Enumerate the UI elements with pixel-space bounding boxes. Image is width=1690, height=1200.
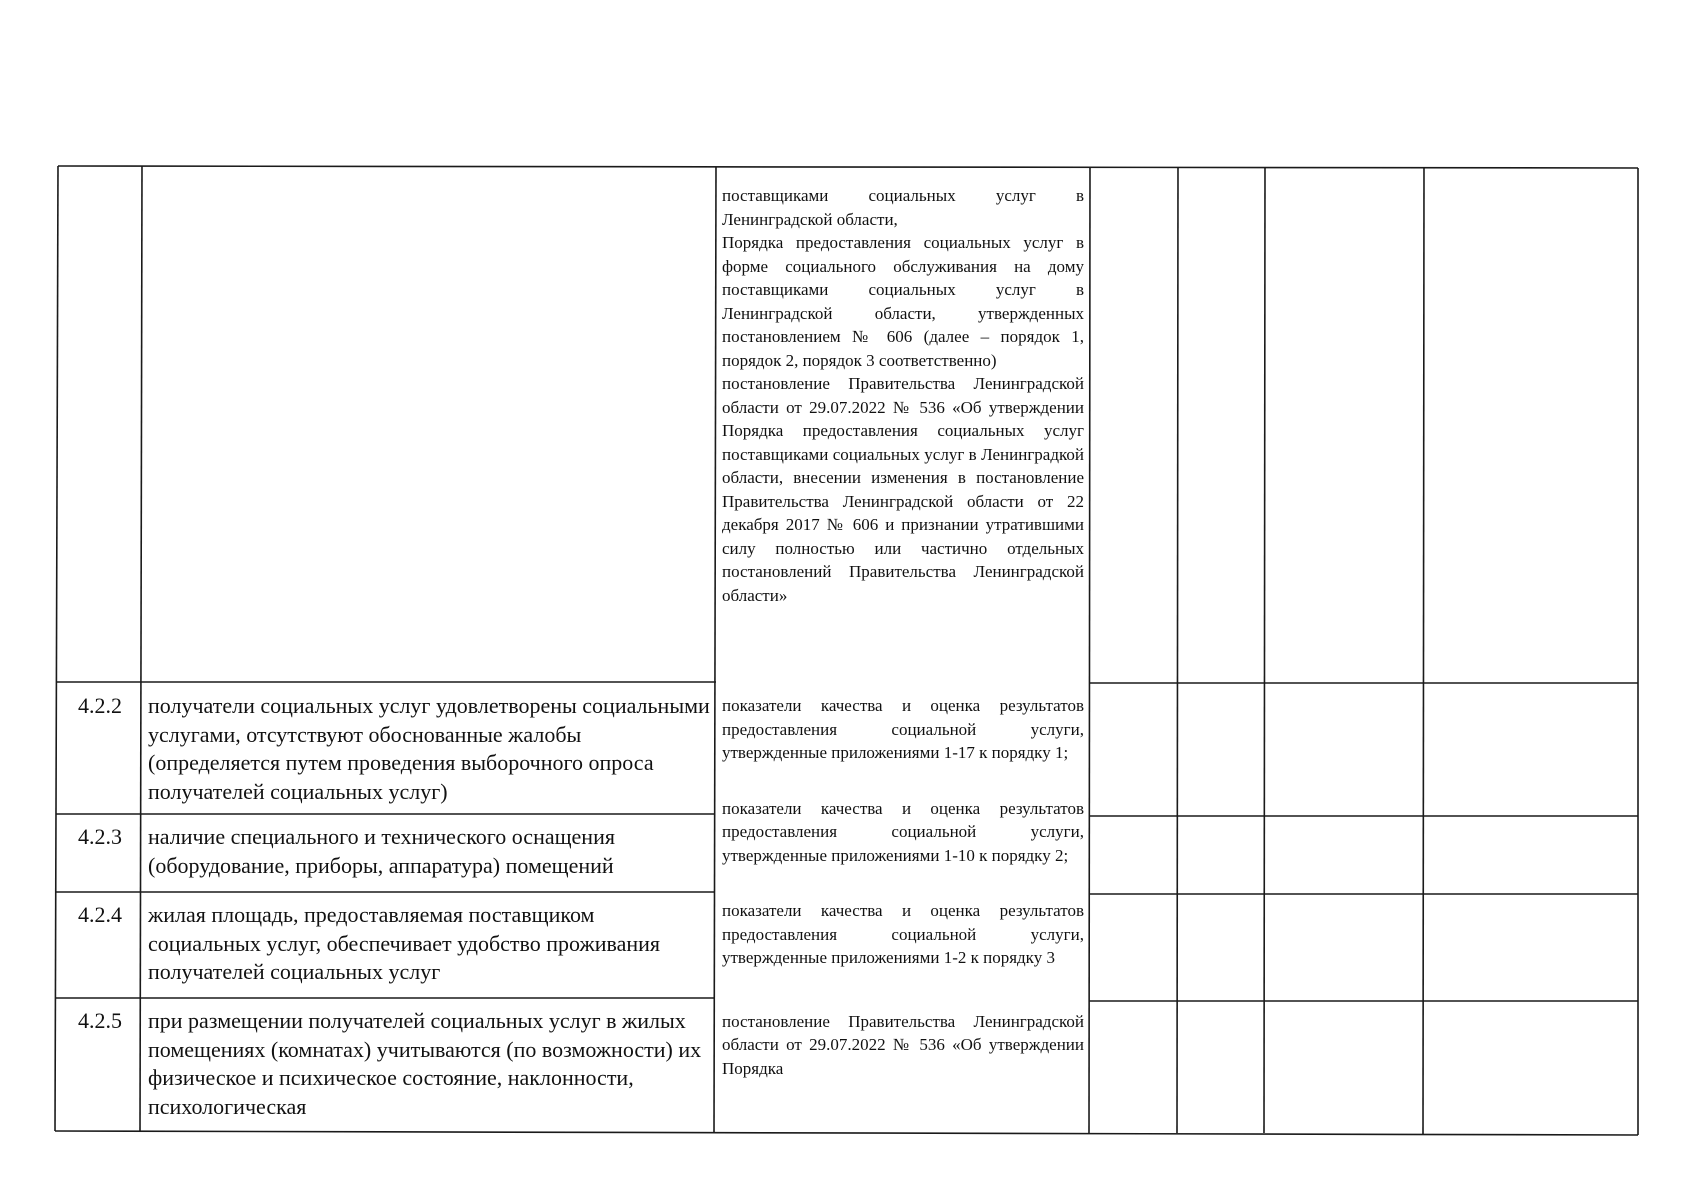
criterion-description: жилая площадь, предоставляемая поставщиком социальных услуг, обеспечивает удобство проживания получателей социальных услуг <box>148 902 661 984</box>
legal-basis-merged <box>716 684 1090 1131</box>
criterion-description: наличие специального и технического оснащения (оборудование, приборы, аппаратура) помещений <box>148 824 615 878</box>
criterion-description: при размещении получателей социальных услуг в жилых помещениях (комнатах) учитываются (по возможности) их физическое и психическое состояние, наклонности, психологическая <box>148 1008 702 1119</box>
legal-basis-paragraph: постановление Правительства Ленинградской области от 29.07.2022 № 536 «Об утверждении Порядка предоставления социальных услуг поставщиками социальных услуг в Ленинградкой области, внесении изменения в постановление Правительства Ленинградской области от 22 декабря 2017 № 606 и признании утратившими силу полностью или частично отдельных постановлений Правительства Ленинградской области» <box>722 374 1084 605</box>
legal-basis-paragraph: Порядка предоставления социальных услуг в форме социального обслуживания на дому поставщиками социальных услуг в Ленинградской области, утвержденных постановлением № 606 (далее – порядок 1, порядок 2, порядок 3 соответственно) <box>722 233 1084 370</box>
row-number: 4.2.5 <box>78 1008 122 1033</box>
criterion-description: получатели социальных услуг удовлетворены социальными услугами, отсутствуют обоснованные жалобы (определяется путем проведения выборочного опроса получателей социальных услуг) <box>148 693 710 804</box>
row-number: 4.2.4 <box>78 902 122 927</box>
legal-basis-continuation <box>716 172 1090 680</box>
legal-basis-paragraph: поставщиками социальных услуг в Ленинградской области, <box>722 186 1084 229</box>
row-number: 4.2.3 <box>78 824 122 849</box>
legal-basis-paragraph: показатели качества и оценка результатов предоставления социальной услуги, утвержденные приложениями 1-2 к порядку 3 <box>722 901 1084 967</box>
legal-basis-paragraph: показатели качества и оценка результатов предоставления социальной услуги, утвержденные приложениями 1-17 к порядку 1; <box>722 696 1084 762</box>
row-number: 4.2.2 <box>78 693 122 718</box>
legal-basis-paragraph: показатели качества и оценка результатов предоставления социальной услуги, утвержденные приложениями 1-10 к порядку 2; <box>722 798 1084 865</box>
legal-basis-paragraph: постановление Правительства Ленинградской области от 29.07.2022 № 536 «Об утверждении Порядка <box>722 1011 1084 1078</box>
